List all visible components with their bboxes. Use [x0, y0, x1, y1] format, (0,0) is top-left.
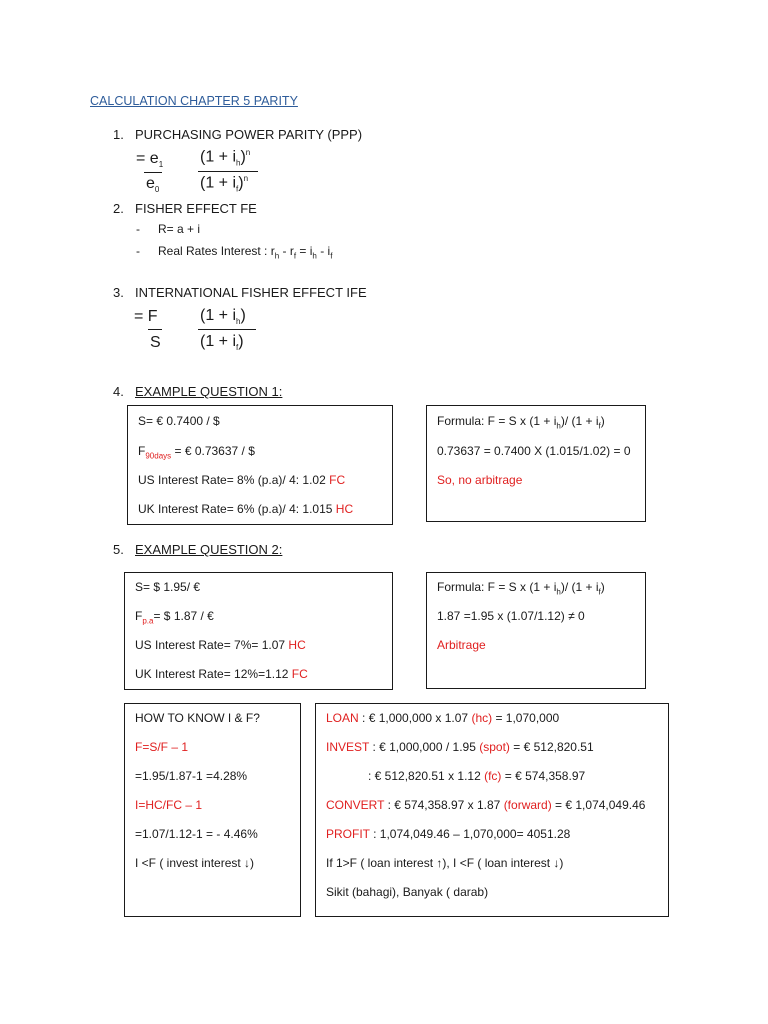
fisher-heading-text: FISHER EFFECT FE: [135, 201, 257, 216]
ex2-formula: Formula: F = S x $(1 + i_h)/$ $(1 + i_f)$: [437, 580, 605, 597]
ex2-formula-box: [426, 572, 646, 689]
ex2-spot: S= $ 1.95/ €: [135, 580, 201, 594]
ex1-formula-box: [426, 405, 646, 522]
how-f-formula: F=S/F – 1: [135, 740, 189, 754]
ex1-calculation: 0.73637 = 0.7400 X (1.015/1.02) = 0: [437, 444, 631, 458]
ex2-us-rate: US Interest Rate= 7%= 1.07 HC: [135, 638, 306, 652]
ex1-conclusion: So, no arbitrage: [437, 473, 523, 487]
fisher-bullet-2: - Real Rates Interest : $r_h - r_f = i_h - i_f$: [136, 244, 333, 261]
ex1-us-rate: US Interest Rate= 8% (p.a)/ 4: 1.02 FC: [138, 473, 346, 487]
how-i-formula: I=HC/FC – 1: [135, 798, 203, 812]
ex2-heading-text: EXAMPLE QUESTION 2:: [135, 542, 283, 557]
ife-rhs-fraction-line: [198, 329, 256, 330]
how-to-know-box: [124, 703, 301, 917]
calc-convert: CONVERT : € 574,358.97 x 1.87 (forward) = € 1,074,049.46: [326, 798, 646, 812]
calc-note: Sikit (bahagi), Banyak ( darab): [326, 885, 489, 899]
calc-rule: If 1>F ( loan interest ↑), I <F ( loan interest ↓): [326, 856, 564, 870]
calc-loan: LOAN : € 1,000,000 x 1.07 (hc) = 1,070,000: [326, 711, 560, 725]
calc-invest-continued: : € 512,820.51 x 1.12 (fc) = € 574,358.97: [368, 769, 586, 783]
ife-heading-text: INTERNATIONAL FISHER EFFECT IFE: [135, 285, 367, 300]
ppp-number: 1.: [113, 127, 124, 142]
ppp-lhs-fraction-line: [144, 172, 162, 173]
calc-profit: PROFIT : 1,074,049.46 – 1,070,000= 4051.28: [326, 827, 571, 841]
ex1-forward: $F_{90days}$ = € 0.73637 / $: [138, 444, 255, 461]
ppp-lhs-top: = $e_1$: [136, 150, 164, 170]
ife-lhs-top: = F: [134, 308, 158, 325]
page-title: CALCULATION CHAPTER 5 PARITY: [90, 94, 298, 108]
ife-lhs-fraction-line: [148, 329, 162, 330]
fisher-bullet-1: - R= a + i: [136, 222, 201, 236]
ppp-heading: [113, 127, 362, 142]
ppp-lhs-bottom: $e_0$: [146, 175, 160, 195]
ex1-heading: [113, 384, 282, 399]
ex2-given-box: [124, 572, 393, 690]
ex2-calculation: 1.87 =1.95 x (1.07/1.12) ≠ 0: [437, 609, 585, 623]
how-heading: HOW TO KNOW I & F?: [135, 711, 260, 725]
ex1-formula: Formula: F = S x $(1 + i_h)/$ $(1 + i_f)$: [437, 414, 605, 431]
ppp-rhs-fraction-line: [198, 171, 258, 172]
ex1-spot: S= € 0.7400 / $: [138, 414, 220, 428]
ppp-denominator: $(1 + i_f)^n$: [200, 174, 249, 194]
fisher-heading: [113, 201, 257, 216]
ife-number: 3.: [113, 285, 124, 300]
ex2-forward: $F_{p.a}=$ $ 1.87 / €: [135, 609, 214, 626]
ppp-numerator: $(1 + i_h)^n$: [200, 148, 251, 168]
calc-invest: INVEST : € 1,000,000 / 1.95 (spot) = € 512,820.51: [326, 740, 594, 754]
ex1-uk-rate: UK Interest Rate= 6% (p.a)/ 4: 1.015 HC: [138, 502, 354, 516]
fisher-number: 2.: [113, 201, 124, 216]
ife-lhs-bottom: S: [150, 334, 161, 351]
ex2-conclusion: Arbitrage: [437, 638, 486, 652]
ex2-heading: [113, 542, 282, 557]
ex2-uk-rate: UK Interest Rate= 12%=1.12 FC: [135, 667, 308, 681]
arbitrage-calc-box: [315, 703, 669, 917]
ex1-heading-text: EXAMPLE QUESTION 1:: [135, 384, 283, 399]
ife-numerator: $(1 + i_h)$: [200, 307, 246, 327]
ex2-number: 5.: [113, 542, 124, 557]
ife-heading: [113, 285, 367, 300]
how-comparison: I <F ( invest interest ↓): [135, 856, 255, 870]
ex1-given-box: [127, 405, 393, 525]
ex1-number: 4.: [113, 384, 124, 399]
how-f-value: =1.95/1.87-1 =4.28%: [135, 769, 248, 783]
ife-denominator: $(1 + i_f)$: [200, 333, 244, 353]
ppp-heading-text: PURCHASING POWER PARITY (PPP): [135, 127, 363, 142]
how-i-value: =1.07/1.12-1 = - 4.46%: [135, 827, 258, 841]
